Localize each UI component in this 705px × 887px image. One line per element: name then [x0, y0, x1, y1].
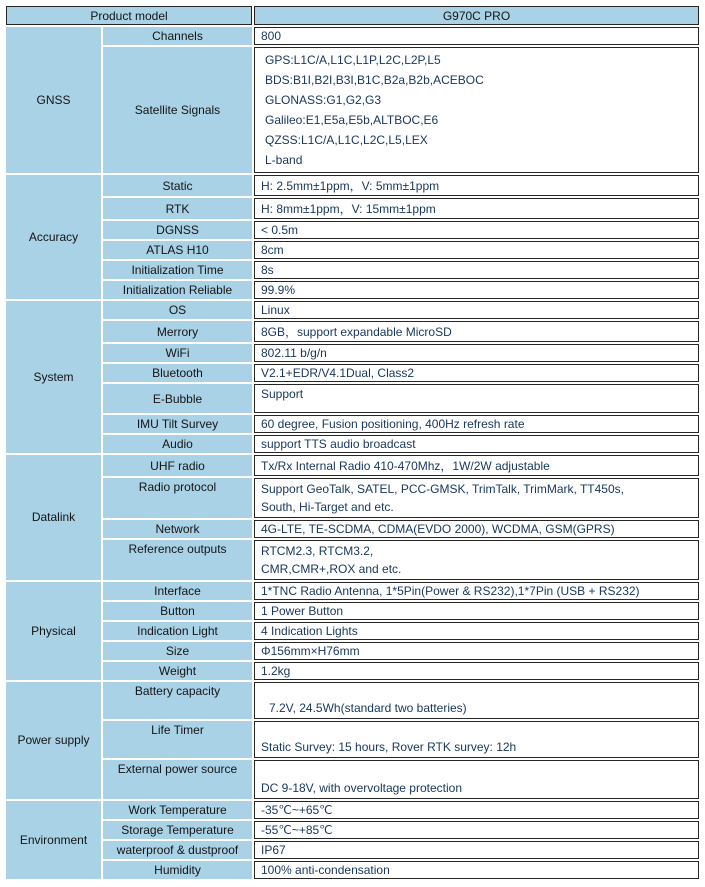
value-line: QZSS:L1C/A,L1C,L2C,L5,LEX	[265, 133, 428, 147]
param-label: Life Timer	[103, 721, 252, 758]
table-row	[6, 478, 699, 518]
table-row	[6, 47, 699, 173]
value-line: Galileo:E1,E5a,E5b,ALTBOC,E6	[265, 113, 439, 127]
value-line: RTCM2.3, RTCM3.2,	[261, 544, 374, 558]
param-label: Button	[103, 602, 252, 620]
table-row	[6, 364, 699, 382]
param-label: WiFi	[103, 344, 252, 362]
table-row	[6, 344, 699, 362]
table-row	[6, 520, 699, 538]
param-label: Interface	[103, 582, 252, 600]
value-cell: 4 Indication Lights	[254, 622, 699, 640]
param-label: waterproof & dustproof	[103, 841, 252, 859]
spec-table	[4, 4, 701, 881]
table-row	[6, 27, 699, 45]
table-row	[6, 221, 699, 239]
param-label: Storage Temperature	[103, 821, 252, 839]
value-line: CMR,CMR+,ROX and etc.	[261, 562, 402, 576]
value-cell: Tx/Rx Internal Radio 410-470Mhz，1W/2W adjustable	[254, 455, 699, 476]
table-row	[6, 662, 699, 680]
value-cell: Linux	[254, 301, 699, 319]
param-label: Reference outputs	[103, 540, 252, 580]
value-cell: 802.11 b/g/n	[254, 344, 699, 362]
table-row	[6, 540, 699, 580]
param-label: IMU Tilt Survey	[103, 415, 252, 433]
table-row	[6, 261, 699, 279]
value-cell: support TTS audio broadcast	[254, 435, 699, 453]
table-row	[6, 301, 699, 319]
param-label: Indication Light	[103, 622, 252, 640]
category-cell: Accuracy	[6, 175, 101, 299]
value-cell: 1*TNC Radio Antenna, 1*5Pin(Power & RS232),1*7Pin (USB + RS232)	[254, 582, 699, 600]
value-line: GLONASS:G1,G2,G3	[265, 93, 382, 107]
param-label: RTK	[103, 198, 252, 219]
table-row	[6, 198, 699, 219]
param-label: Merrory	[103, 321, 252, 342]
table-row	[6, 861, 699, 879]
value-line: Support GeoTalk, SATEL, PCC-GMSK, TrimTalk, TrimMark, TT450s,	[261, 482, 624, 496]
value-cell	[254, 540, 699, 580]
value-cell	[254, 478, 699, 518]
value-cell: IP67	[254, 841, 699, 859]
spec-table-body	[6, 6, 699, 879]
param-label: Radio protocol	[103, 478, 252, 518]
value-cell: 4G-LTE, TE-SCDMA, CDMA(EVDO 2000), WCDMA, GSM(GPRS)	[254, 520, 699, 538]
value-cell: 1 Power Button	[254, 602, 699, 620]
table-row	[6, 841, 699, 859]
value-line: L-band	[265, 153, 303, 167]
table-row	[6, 241, 699, 259]
product-model-label: Product model	[6, 6, 252, 25]
value-cell: H: 2.5mm±1ppm，V: 5mm±1ppm	[254, 175, 699, 196]
table-row	[6, 415, 699, 433]
param-label: Satellite Signals	[103, 47, 252, 173]
param-label: Battery capacity	[103, 682, 252, 719]
table-row	[6, 321, 699, 342]
table-row	[6, 642, 699, 660]
table-row	[6, 281, 699, 299]
table-row	[6, 455, 699, 476]
category-cell: Power supply	[6, 682, 101, 799]
table-row	[6, 175, 699, 196]
param-label: Work Temperature	[103, 801, 252, 819]
param-label: UHF radio	[103, 455, 252, 476]
value-line: South, Hi-Target and etc.	[261, 500, 394, 514]
param-label: Weight	[103, 662, 252, 680]
table-row	[6, 682, 699, 719]
value-cell: 8cm	[254, 241, 699, 259]
header-row	[6, 6, 699, 25]
param-label: Static	[103, 175, 252, 196]
value-cell: Static Survey: 15 hours, Rover RTK survey: 12h	[254, 721, 699, 758]
table-row	[6, 821, 699, 839]
value-cell: Φ156mm×H76mm	[254, 642, 699, 660]
table-row	[6, 760, 699, 799]
value-cell: 8GB，support expandable MicroSD	[254, 321, 699, 342]
category-cell: Physical	[6, 582, 101, 680]
category-cell: Datalink	[6, 455, 101, 580]
table-row	[6, 435, 699, 453]
value-line: BDS:B1I,B2I,B3I,B1C,B2a,B2b,ACEBOC	[265, 73, 484, 87]
param-label: E-Bubble	[103, 384, 252, 413]
table-row	[6, 801, 699, 819]
value-cell: 60 degree, Fusion positioning, 400Hz refresh rate	[254, 415, 699, 433]
value-cell: V2.1+EDR/V4.1Dual, Class2	[254, 364, 699, 382]
table-row	[6, 384, 699, 413]
table-row	[6, 582, 699, 600]
value-line: GPS:L1C/A,L1C,L1P,L2C,L2P,L5	[265, 53, 441, 67]
value-cell: 7.2V, 24.5Wh(standard two batteries)	[254, 682, 699, 719]
param-label: Initialization Time	[103, 261, 252, 279]
category-cell: GNSS	[6, 27, 101, 173]
value-cell: 1.2kg	[254, 662, 699, 680]
param-label: Audio	[103, 435, 252, 453]
value-cell: -35℃~+65℃	[254, 801, 699, 819]
value-cell: DC 9-18V, with overvoltage protection	[254, 760, 699, 799]
value-cell: 8s	[254, 261, 699, 279]
table-row	[6, 721, 699, 758]
table-row	[6, 622, 699, 640]
value-cell	[254, 47, 699, 173]
param-label: Initialization Reliable	[103, 281, 252, 299]
category-cell: Environment	[6, 801, 101, 879]
param-label: Size	[103, 642, 252, 660]
param-label: DGNSS	[103, 221, 252, 239]
param-label: ATLAS H10	[103, 241, 252, 259]
table-row	[6, 602, 699, 620]
value-cell: Support	[254, 384, 699, 413]
category-cell: System	[6, 301, 101, 453]
value-cell: 100% anti-condensation	[254, 861, 699, 879]
param-label: Humidity	[103, 861, 252, 879]
value-cell: 800	[254, 27, 699, 45]
value-cell: -55℃~+85℃	[254, 821, 699, 839]
value-cell: 99.9%	[254, 281, 699, 299]
product-model-value: G970C PRO	[254, 6, 699, 25]
param-label: Network	[103, 520, 252, 538]
param-label: Bluetooth	[103, 364, 252, 382]
value-cell: < 0.5m	[254, 221, 699, 239]
param-label: External power source	[103, 760, 252, 799]
param-label: Channels	[103, 27, 252, 45]
param-label: OS	[103, 301, 252, 319]
value-cell: H: 8mm±1ppm，V: 15mm±1ppm	[254, 198, 699, 219]
